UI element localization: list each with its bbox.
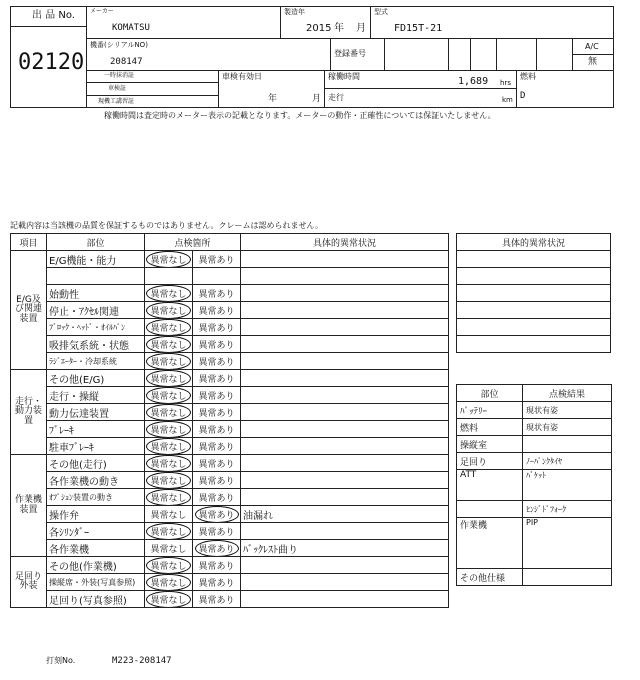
status-normal: 異常なし: [148, 457, 188, 470]
table-row: [457, 436, 612, 453]
status-normal: 異常なし: [148, 355, 188, 368]
abnormal-detail-header: 具体的異常状況: [457, 234, 611, 251]
part-label: ﾗｼﾞｴｰﾀｰ・冷却系統: [47, 353, 145, 370]
result-value: [523, 436, 612, 453]
table-row: [11, 591, 449, 608]
status-abnormal: 異常あり: [198, 527, 235, 538]
col-header-part: 部位: [47, 234, 145, 251]
status-abnormal: 異常あり: [198, 289, 235, 300]
detail-cell: [241, 472, 449, 489]
part-label: その他(作業機): [47, 557, 145, 574]
detail-cell: [241, 353, 449, 370]
detail-cell: [241, 285, 449, 302]
table-row: [11, 574, 449, 591]
table-row: [11, 404, 449, 421]
table-row: [11, 523, 449, 540]
part-label: 動力伝達装置: [47, 404, 145, 421]
part-label: E/G機能・能力: [47, 251, 145, 268]
status-normal: 異常なし: [148, 440, 188, 453]
status-normal: 異常なし: [150, 544, 187, 555]
result-part: ATT: [457, 470, 523, 501]
maker-value: KOMATSU: [112, 23, 150, 33]
year-unit: 年: [334, 23, 344, 34]
part-label: 操縦席・外装(写真参照): [47, 574, 145, 591]
detail-cell: [241, 438, 449, 455]
table-row: [11, 540, 449, 557]
distance-label: 走行: [328, 93, 344, 102]
table-row: [11, 285, 449, 302]
status-normal: 異常なし: [148, 287, 188, 300]
maker-label: メーカー: [90, 8, 114, 15]
result-value: ﾊﾞｹｯﾄ: [523, 470, 612, 501]
table-row: [11, 268, 449, 285]
table-row: [11, 489, 449, 506]
vehicle-cert-label: 車検証: [108, 85, 127, 92]
result-part: 作業機: [457, 518, 523, 569]
part-label: 足回り(写真参照): [47, 591, 145, 608]
fuel-label: 燃料: [520, 72, 536, 81]
hours-note: 稼働時間は査定時のメーター表示の記載となります。メーターの動作・正確性については保証いたしません。: [104, 111, 496, 120]
status-abnormal: 異常あり: [198, 578, 235, 589]
result-part: 操縦室: [457, 436, 523, 453]
hours-unit: hrs: [500, 79, 511, 87]
result-value: 現状有姿: [523, 419, 612, 436]
detail-cell: [241, 370, 449, 387]
detail-cell: ﾊﾞｯｸﾚｽﾄ曲り: [241, 540, 449, 557]
fuel-value: D: [520, 91, 526, 101]
status-abnormal: 異常あり: [198, 425, 235, 436]
table-row: [457, 419, 612, 436]
result-part: 燃料: [457, 419, 523, 436]
part-label: 駐車ﾌﾞﾚｰｷ: [47, 438, 145, 455]
status-abnormal: 異常あり: [198, 374, 235, 385]
reg-label: 登録番号: [334, 49, 366, 58]
result-part: [457, 501, 523, 518]
detail-cell: 油漏れ: [241, 506, 449, 523]
detail-cell: [241, 336, 449, 353]
table-row: [11, 557, 449, 574]
status-abnormal: 異常あり: [198, 391, 235, 402]
status-normal: 異常なし: [148, 474, 188, 487]
result-value: ﾋﾝｼﾞﾄﾞﾌｫｰｸ: [523, 501, 612, 518]
status-normal: 異常なし: [148, 406, 188, 419]
status-normal: 異常なし: [148, 593, 188, 606]
category-label: 作業機装置: [11, 455, 47, 557]
status-abnormal: 異常あり: [198, 340, 235, 351]
status-normal: 異常なし: [148, 576, 188, 589]
table-row: [457, 518, 612, 569]
table-row: [11, 319, 449, 336]
status-normal: 異常なし: [148, 525, 188, 538]
part-label: 各作業機: [47, 540, 145, 557]
stamp-value: M223-208147: [112, 656, 172, 666]
table-row: [11, 387, 449, 404]
status-normal: 異常なし: [148, 491, 188, 504]
status-abnormal: 異常あり: [198, 595, 235, 606]
part-label: ﾌﾞﾛｯｸ・ﾍｯﾄﾞ・ｵｲﾙﾊﾟﾝ: [47, 319, 145, 336]
status-normal: 異常なし: [148, 559, 188, 572]
table-row: [457, 501, 612, 518]
status-abnormal: 異常あり: [198, 459, 235, 470]
part-label: 走行・操縦: [47, 387, 145, 404]
quality-note: 記載内容は当該機の品質を保証するものではありません。クレームは認められません。: [10, 221, 323, 230]
result-value: 現状有姿: [523, 402, 612, 419]
abnormal-detail-table: [456, 233, 611, 353]
detail-cell: [241, 455, 449, 472]
lot-number: 02120: [18, 50, 85, 75]
hours-label: 稼働時間: [328, 72, 360, 81]
status-normal: 異常なし: [150, 510, 187, 521]
detail-cell: [241, 574, 449, 591]
distance-unit: km: [502, 96, 513, 104]
category-label: 走行・動力装置: [11, 370, 47, 455]
model-value: FD15T-21: [394, 23, 443, 34]
status-normal: 異常なし: [148, 321, 188, 334]
col-header-item: 項目: [11, 234, 47, 251]
table-row: [457, 402, 612, 419]
part-header: 部位: [457, 385, 523, 402]
status-abnormal: 異常あり: [197, 508, 237, 521]
part-label: 各ｼﾘﾝﾀﾞｰ: [47, 523, 145, 540]
detail-cell: [241, 523, 449, 540]
part-label: 操作弁: [47, 506, 145, 523]
detail-cell: [241, 591, 449, 608]
serial-value: 208147: [110, 57, 143, 67]
table-row: [11, 421, 449, 438]
model-label: 型式: [374, 8, 388, 16]
status-normal: 異常なし: [148, 304, 188, 317]
status-normal: 異常なし: [148, 338, 188, 351]
part-label: 吸排気系統・状態: [47, 336, 145, 353]
ac-label: A/C: [585, 42, 599, 51]
part-label: [47, 268, 145, 285]
inspection-label: 車検有効日: [222, 72, 262, 81]
status-normal: 異常なし: [148, 389, 188, 402]
status-abnormal: 異常あり: [198, 442, 235, 453]
detail-cell: [241, 557, 449, 574]
status-abnormal: 異常あり: [198, 561, 235, 572]
part-label: その他(E/G): [47, 370, 145, 387]
year-label: 製造年: [284, 8, 305, 16]
detail-cell: [241, 387, 449, 404]
detail-cell: [241, 268, 449, 285]
status-abnormal: 異常あり: [198, 408, 235, 419]
status-abnormal: 異常あり: [198, 306, 235, 317]
status-normal: 異常なし: [148, 372, 188, 385]
col-header-check: 点検箇所: [145, 234, 241, 251]
month-unit: 月: [356, 23, 366, 34]
col-header-detail: 具体的異常状況: [241, 234, 449, 251]
result-value: ﾉｰﾊﾟﾝｸﾀｲﾔ: [523, 453, 612, 470]
result-part: 足回り: [457, 453, 523, 470]
status-normal: 異常なし: [148, 423, 188, 436]
detail-cell: [241, 404, 449, 421]
table-row: [11, 472, 449, 489]
detail-cell: [241, 302, 449, 319]
table-row: [11, 302, 449, 319]
table-row: [11, 506, 449, 523]
inspection-table: [10, 233, 449, 608]
result-part: ﾊﾞｯﾃﾘｰ: [457, 402, 523, 419]
result-table: [456, 384, 612, 586]
status-abnormal: 異常あり: [198, 323, 235, 334]
status-abnormal: 異常あり: [198, 357, 235, 368]
detail-cell: [241, 489, 449, 506]
table-row: [457, 470, 612, 501]
result-value: [523, 569, 612, 586]
table-row: [11, 455, 449, 472]
table-row: [11, 251, 449, 268]
temp-permit-label: 一時抹消証: [104, 72, 135, 79]
part-label: 始動性: [47, 285, 145, 302]
year-value: 2015: [306, 23, 332, 34]
part-label: ｵﾌﾟｼｮﾝ装置の動き: [47, 489, 145, 506]
table-row: [457, 569, 612, 586]
table-row: [11, 353, 449, 370]
inspection-month-unit: 月: [312, 94, 322, 104]
table-row: [11, 336, 449, 353]
detail-cell: [241, 319, 449, 336]
table-row: [11, 438, 449, 455]
result-value: PIP: [523, 518, 612, 569]
part-label: その他(走行): [47, 455, 145, 472]
table-row: [11, 370, 449, 387]
detail-cell: [241, 251, 449, 268]
stamp-label: 打刻No.: [46, 656, 76, 665]
status-abnormal: 異常あり: [198, 476, 235, 487]
part-label: ﾌﾞﾚｰｷ: [47, 421, 145, 438]
result-part: その他仕様: [457, 569, 523, 586]
status-normal: 異常なし: [148, 253, 188, 266]
status-abnormal: 異常あり: [198, 255, 235, 266]
training-cert-label: 現機工講習証: [98, 98, 135, 105]
ac-value: 無: [588, 57, 598, 67]
table-row: [457, 453, 612, 470]
result-header: 点検結果: [523, 385, 612, 402]
inspection-year-unit: 年: [268, 94, 278, 104]
status-abnormal: 異常あり: [197, 542, 237, 555]
serial-label: 機番(シリアルNO): [90, 41, 148, 49]
lot-label: 出 品 No.: [32, 10, 75, 21]
status-abnormal: 異常あり: [198, 493, 235, 504]
hours-value: 1,689: [458, 76, 489, 87]
category-label: 足回り外装: [11, 557, 47, 608]
category-label: E/G及び関連装置: [11, 251, 47, 370]
part-label: 停止・ｱｸｾﾙ関連: [47, 302, 145, 319]
detail-cell: [241, 421, 449, 438]
part-label: 各作業機の動き: [47, 472, 145, 489]
